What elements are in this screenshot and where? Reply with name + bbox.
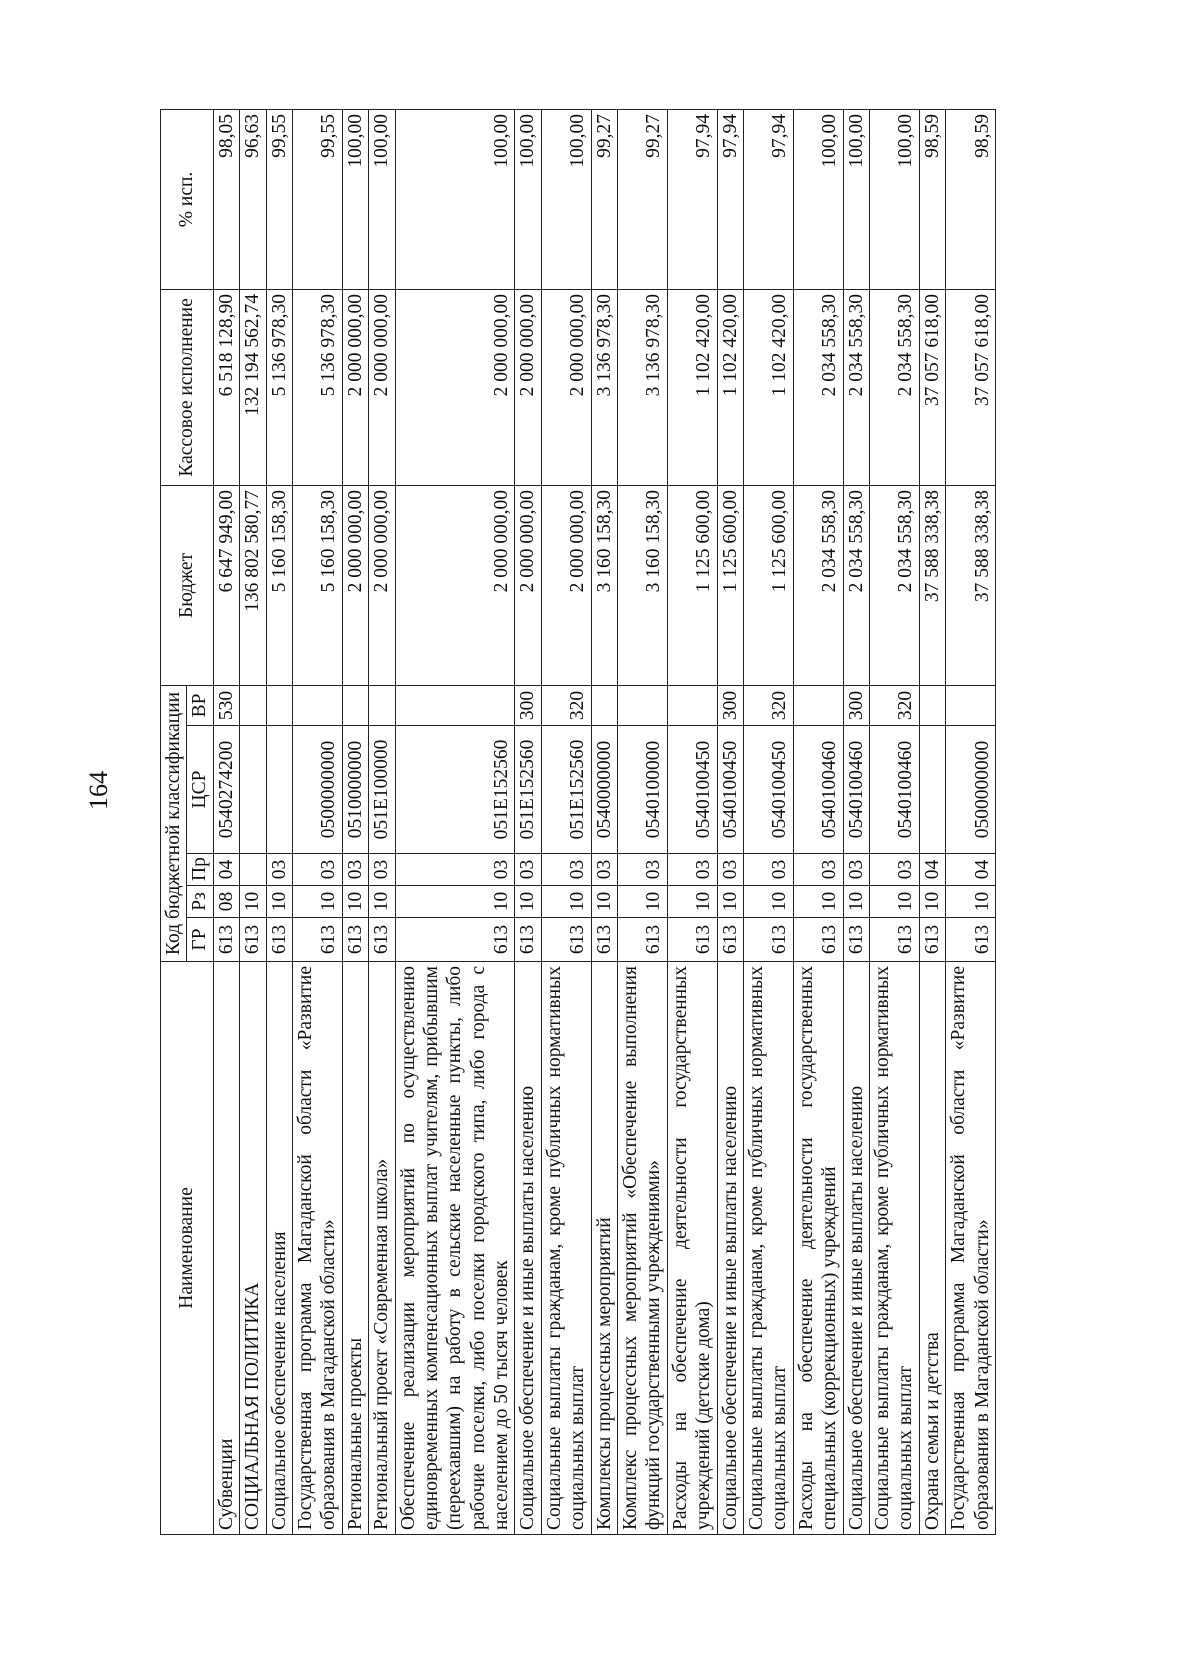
- row-rz: 10: [667, 886, 717, 918]
- row-pct: 98,59: [946, 109, 996, 289]
- row-rz: 10: [793, 886, 843, 918]
- row-vr: 320: [743, 685, 793, 725]
- row-budget: 5 160 158,30: [266, 485, 292, 685]
- row-rz: 10: [395, 886, 515, 918]
- row-rz: 10: [843, 886, 869, 918]
- row-pct: 99,55: [292, 109, 342, 289]
- row-name: Социальные выплаты гражданам, кроме публичных нормативных социальных выплат: [869, 962, 919, 1535]
- row-csr: 051E152560: [515, 726, 541, 854]
- row-csr: 0540100450: [743, 726, 793, 854]
- row-gr: 613: [919, 918, 945, 962]
- row-csr: 0540100460: [843, 726, 869, 854]
- row-budget: 2 000 000,00: [515, 485, 541, 685]
- row-cash: 3 136 978,30: [591, 289, 617, 485]
- row-gr: 613: [843, 918, 869, 962]
- row-gr: 613: [793, 918, 843, 962]
- row-budget: 2 000 000,00: [342, 485, 368, 685]
- row-gr: 613: [213, 918, 239, 962]
- row-name: Обеспечение реализации мероприятий по осуществлению единовременных компенсационных выплат учителям, прибывшим (переехавшим) на работу в сельские населенные пункты, либо рабочие поселки, либо поселки городского типа, либо города с населением до 50 тысяч человек: [395, 962, 515, 1535]
- row-pr: 03: [869, 854, 919, 886]
- row-name: Региональный проект «Современная школа»: [369, 962, 395, 1535]
- row-pr: 04: [213, 854, 239, 886]
- row-gr: 613: [667, 918, 717, 962]
- row-vr: [667, 685, 717, 725]
- row-budget: 37 588 338,38: [946, 485, 996, 685]
- row-pr: [240, 854, 266, 886]
- row-rz: 08: [213, 886, 239, 918]
- table-row: [869, 109, 919, 1534]
- row-cash: 2 034 558,30: [843, 289, 869, 485]
- row-cash: 132 194 562,74: [240, 289, 266, 485]
- row-gr: 613: [717, 918, 743, 962]
- row-budget: 2 034 558,30: [843, 485, 869, 685]
- row-pct: 100,00: [541, 109, 591, 289]
- row-budget: 1 125 600,00: [717, 485, 743, 685]
- table-row: [515, 109, 541, 1534]
- header-gr: ГР: [187, 918, 213, 962]
- row-pr: 03: [843, 854, 869, 886]
- row-cash: 2 034 558,30: [869, 289, 919, 485]
- header-pct: % исп.: [161, 109, 214, 289]
- row-vr: 300: [843, 685, 869, 725]
- row-pct: 97,94: [717, 109, 743, 289]
- budget-table: [160, 109, 996, 1535]
- row-pct: 100,00: [793, 109, 843, 289]
- row-budget: 5 160 158,30: [292, 485, 342, 685]
- row-rz: 10: [240, 886, 266, 918]
- row-csr: 051E152560: [395, 726, 515, 854]
- row-pct: 100,00: [515, 109, 541, 289]
- row-vr: [919, 685, 945, 725]
- row-cash: 3 136 978,30: [618, 289, 668, 485]
- header-csr: ЦСР: [187, 726, 213, 854]
- row-vr: [292, 685, 342, 725]
- header-vr: ВР: [187, 685, 213, 725]
- row-rz: 10: [919, 886, 945, 918]
- row-rz: 10: [342, 886, 368, 918]
- row-budget: 2 034 558,30: [869, 485, 919, 685]
- row-cash: 6 518 128,90: [213, 289, 239, 485]
- row-gr: 613: [743, 918, 793, 962]
- row-name: Расходы на обеспечение деятельности государственных специальных (коррекционных) учреждений: [793, 962, 843, 1535]
- row-cash: 2 000 000,00: [342, 289, 368, 485]
- row-budget: 1 125 600,00: [667, 485, 717, 685]
- row-cash: 2 034 558,30: [793, 289, 843, 485]
- row-csr: 0540000000: [591, 726, 617, 854]
- row-csr: 051E100000: [369, 726, 395, 854]
- row-pr: 04: [946, 854, 996, 886]
- row-budget: 136 802 580,77: [240, 485, 266, 685]
- row-cash: 1 102 420,00: [667, 289, 717, 485]
- row-csr: 0510000000: [342, 726, 368, 854]
- row-vr: [618, 685, 668, 725]
- row-csr: [919, 726, 945, 854]
- row-budget: 3 160 158,30: [618, 485, 668, 685]
- row-pr: 03: [743, 854, 793, 886]
- row-rz: 10: [266, 886, 292, 918]
- table-row: [946, 109, 996, 1534]
- table-row: [717, 109, 743, 1534]
- row-cash: 37 057 618,00: [946, 289, 996, 485]
- row-csr: 0540100450: [717, 726, 743, 854]
- row-vr: 320: [869, 685, 919, 725]
- table-row: [843, 109, 869, 1534]
- row-gr: 613: [395, 918, 515, 962]
- row-cash: 5 136 978,30: [292, 289, 342, 485]
- row-pct: 100,00: [395, 109, 515, 289]
- row-vr: 320: [541, 685, 591, 725]
- header-budget: Бюджет: [161, 485, 214, 685]
- row-vr: [369, 685, 395, 725]
- row-pr: 03: [515, 854, 541, 886]
- table-row: [342, 109, 368, 1534]
- header-code-group: Код бюджетной классификации: [161, 685, 187, 961]
- row-pct: 98,05: [213, 109, 239, 289]
- table-row: [618, 109, 668, 1534]
- row-csr: 0540100000: [618, 726, 668, 854]
- row-pct: 100,00: [342, 109, 368, 289]
- row-gr: 613: [369, 918, 395, 962]
- row-vr: [591, 685, 617, 725]
- row-pct: 97,94: [743, 109, 793, 289]
- row-vr: [240, 685, 266, 725]
- row-rz: 10: [541, 886, 591, 918]
- row-budget: 6 647 949,00: [213, 485, 239, 685]
- row-budget: 2 000 000,00: [369, 485, 395, 685]
- row-csr: 0500000000: [946, 726, 996, 854]
- row-name: Социальные выплаты гражданам, кроме публичных нормативных социальных выплат: [541, 962, 591, 1535]
- row-cash: 2 000 000,00: [395, 289, 515, 485]
- row-cash: 2 000 000,00: [515, 289, 541, 485]
- table-row: [793, 109, 843, 1534]
- row-pr: 03: [667, 854, 717, 886]
- row-pr: 03: [395, 854, 515, 886]
- table-row: [591, 109, 617, 1534]
- row-gr: 613: [266, 918, 292, 962]
- row-csr: 0540100460: [869, 726, 919, 854]
- row-rz: 10: [717, 886, 743, 918]
- row-csr: 0500000000: [292, 726, 342, 854]
- row-pct: 100,00: [369, 109, 395, 289]
- row-name: Государственная программа Магаданской области «Развитие образования в Магаданской области»: [292, 962, 342, 1535]
- row-budget: 3 160 158,30: [591, 485, 617, 685]
- row-pct: 98,59: [919, 109, 945, 289]
- row-rz: 10: [869, 886, 919, 918]
- row-name: СОЦИАЛЬНАЯ ПОЛИТИКА: [240, 962, 266, 1535]
- row-pr: 03: [717, 854, 743, 886]
- row-gr: 613: [946, 918, 996, 962]
- table-row: [667, 109, 717, 1534]
- table-body: [213, 109, 995, 1534]
- table-row: [919, 109, 945, 1534]
- table-row: [292, 109, 342, 1534]
- header-pr: Пр: [187, 854, 213, 886]
- row-pct: 100,00: [843, 109, 869, 289]
- row-name: Социальное обеспечение населения: [266, 962, 292, 1535]
- row-vr: [342, 685, 368, 725]
- row-pr: 03: [292, 854, 342, 886]
- row-cash: 1 102 420,00: [743, 289, 793, 485]
- table-row: [266, 109, 292, 1534]
- header-row-1: [161, 109, 187, 1534]
- row-budget: 37 588 338,38: [919, 485, 945, 685]
- row-gr: 613: [541, 918, 591, 962]
- row-pr: 03: [369, 854, 395, 886]
- row-vr: 300: [515, 685, 541, 725]
- row-csr: 051E152560: [541, 726, 591, 854]
- row-pr: 04: [919, 854, 945, 886]
- row-pct: 99,27: [591, 109, 617, 289]
- row-vr: [266, 685, 292, 725]
- header-name: Наименование: [161, 962, 214, 1535]
- table-row: [369, 109, 395, 1534]
- row-budget: 2 000 000,00: [541, 485, 591, 685]
- row-csr: 0540100450: [667, 726, 717, 854]
- row-name: Социальное обеспечение и иные выплаты населению: [515, 962, 541, 1535]
- rotated-table-container: [160, 110, 1120, 1535]
- header-rz: Рз: [187, 886, 213, 918]
- row-budget: 2 000 000,00: [395, 485, 515, 685]
- row-rz: 10: [292, 886, 342, 918]
- row-name: Расходы на обеспечение деятельности государственных учреждений (детские дома): [667, 962, 717, 1535]
- row-pct: 99,27: [618, 109, 668, 289]
- row-pct: 97,94: [667, 109, 717, 289]
- row-budget: 1 125 600,00: [743, 485, 793, 685]
- row-rz: 10: [369, 886, 395, 918]
- row-pct: 100,00: [869, 109, 919, 289]
- row-pr: 03: [342, 854, 368, 886]
- row-budget: 2 034 558,30: [793, 485, 843, 685]
- row-name: Охрана семьи и детства: [919, 962, 945, 1535]
- table-row: [213, 109, 239, 1534]
- row-cash: 5 136 978,30: [266, 289, 292, 485]
- row-rz: 10: [591, 886, 617, 918]
- row-gr: 613: [591, 918, 617, 962]
- row-gr: 613: [240, 918, 266, 962]
- row-rz: 10: [618, 886, 668, 918]
- row-pct: 96,63: [240, 109, 266, 289]
- page-number: 164: [84, 771, 113, 810]
- table-row: [541, 109, 591, 1534]
- row-cash: 37 057 618,00: [919, 289, 945, 485]
- row-csr: [266, 726, 292, 854]
- row-vr: [946, 685, 996, 725]
- row-name: Социальное обеспечение и иные выплаты населению: [717, 962, 743, 1535]
- row-name: Государственная программа Магаданской области «Развитие образования в Магаданской области»: [946, 962, 996, 1535]
- header-cash: Кассовое исполнение: [161, 289, 214, 485]
- row-name: Социальные выплаты гражданам, кроме публичных нормативных социальных выплат: [743, 962, 793, 1535]
- row-pct: 99,55: [266, 109, 292, 289]
- row-pr: 03: [793, 854, 843, 886]
- row-name: Субвенции: [213, 962, 239, 1535]
- row-rz: 10: [743, 886, 793, 918]
- row-vr: 530: [213, 685, 239, 725]
- table-row: [743, 109, 793, 1534]
- row-vr: [395, 685, 515, 725]
- row-name: Комплексы процессных мероприятий: [591, 962, 617, 1535]
- row-name: Социальное обеспечение и иные выплаты населению: [843, 962, 869, 1535]
- row-rz: 10: [515, 886, 541, 918]
- row-pr: 03: [266, 854, 292, 886]
- row-name: Региональные проекты: [342, 962, 368, 1535]
- row-gr: 613: [515, 918, 541, 962]
- table-row: [395, 109, 515, 1534]
- row-pr: 03: [591, 854, 617, 886]
- row-gr: 613: [618, 918, 668, 962]
- row-pr: 03: [618, 854, 668, 886]
- row-gr: 613: [342, 918, 368, 962]
- row-name: Комплекс процессных мероприятий «Обеспечение выполнения функций государственными учреждениями»: [618, 962, 668, 1535]
- row-csr: 0540274200: [213, 726, 239, 854]
- row-cash: 2 000 000,00: [369, 289, 395, 485]
- table-row: [240, 109, 266, 1534]
- row-vr: 300: [717, 685, 743, 725]
- row-cash: 1 102 420,00: [717, 289, 743, 485]
- row-cash: 2 000 000,00: [541, 289, 591, 485]
- row-pr: 03: [541, 854, 591, 886]
- row-gr: 613: [869, 918, 919, 962]
- row-csr: [240, 726, 266, 854]
- row-rz: 10: [946, 886, 996, 918]
- row-csr: 0540100460: [793, 726, 843, 854]
- row-vr: [793, 685, 843, 725]
- row-gr: 613: [292, 918, 342, 962]
